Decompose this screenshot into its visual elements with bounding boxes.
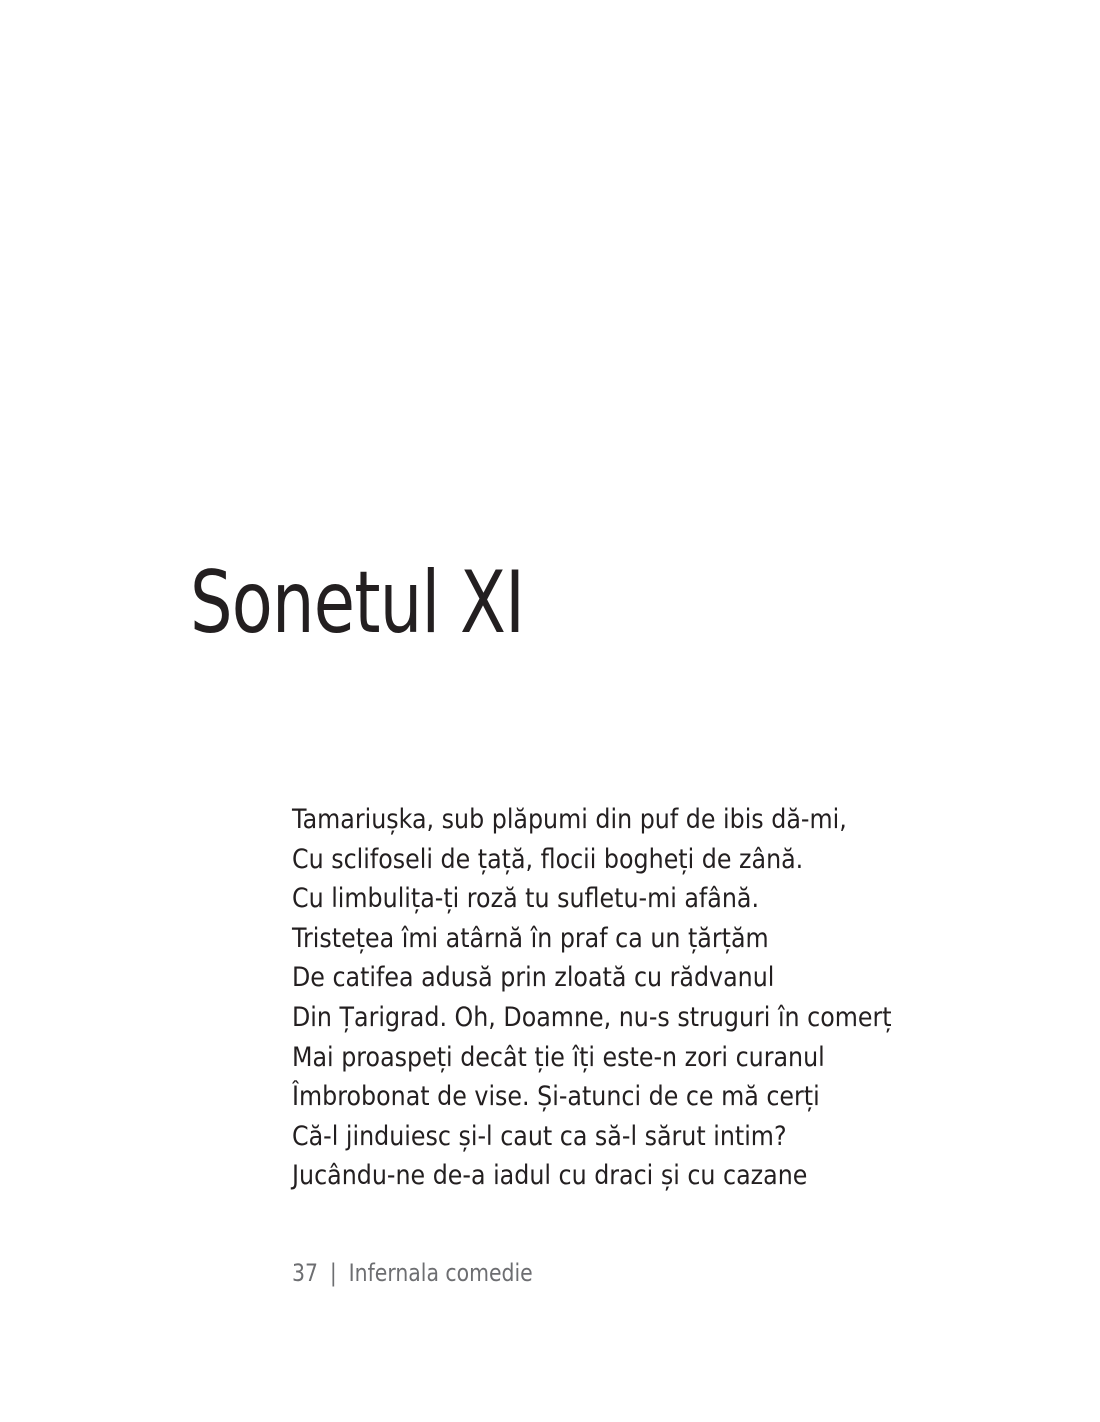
poem-line: Jucându-ne de-a iadul cu draci și cu cazane (292, 1160, 808, 1192)
poem-line: Cu limbulița-ți roză tu sufletu-mi afână. (292, 883, 760, 915)
book-title: Infernala comedie (348, 1259, 533, 1287)
poem-title: Sonetul XI (190, 553, 525, 653)
footer-separator: | (329, 1259, 337, 1287)
poem-line: Cu sclifoseli de țață, flocii bogheți de zână. (292, 843, 804, 875)
poem-line: Mai proaspeți decât ție îți este-n zori curanul (292, 1041, 825, 1073)
poem-line: De catifea adusă prin zloată cu rădvanul (292, 962, 775, 994)
poem-line: Din Țarigrad. Oh, Doamne, nu-s struguri în comerț (292, 1001, 892, 1033)
page-number: 37 (292, 1259, 318, 1287)
poem-line: Îmbrobonat de vise. Și-atunci de ce mă cerți (292, 1081, 820, 1113)
poem-line: Tamariușka, sub plăpumi din puf de ibis dă-mi, (292, 804, 847, 835)
poem-line: Că-l jinduiesc și-l caut ca să-l sărut intim? (292, 1120, 787, 1152)
poem-line: Tristețea îmi atârnă în praf ca un țărțăm (292, 922, 769, 954)
page-footer (292, 1257, 533, 1289)
poem-body (292, 800, 973, 1196)
